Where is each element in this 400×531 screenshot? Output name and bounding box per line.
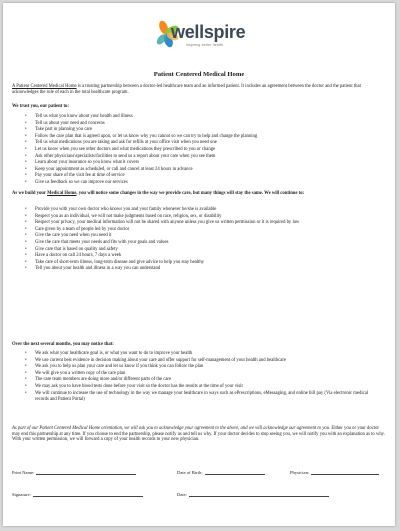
signature-label: Signature: <box>12 492 31 497</box>
wellspire-logo <box>151 17 261 55</box>
physician-field[interactable] <box>290 470 379 475</box>
list-item: • Take part in planning you care <box>25 127 377 134</box>
list-item: • Give the care you need when you need it <box>25 233 377 240</box>
physician-label: Physician: <box>290 470 310 475</box>
document-page <box>3 3 395 526</box>
closing-paragraph <box>12 426 386 443</box>
list-item: • Learn about your insurance so you know what it covers <box>25 160 377 167</box>
section3-list <box>25 351 377 404</box>
section2-heading <box>12 191 386 197</box>
list-item: • Let us know when you see other doctors and what medications they prescribed to you or change <box>25 147 377 154</box>
section3-heading: Over the next several months, you may notice that: <box>12 342 114 347</box>
list-item: • Follow the care plan that is agreed upon, or let us know why you cannot so we can try to help and change the planning <box>25 134 377 141</box>
dob-field[interactable] <box>177 470 265 475</box>
list-item: • Ask other physicians\specialists\facilities to send us a report about your care when you see them <box>25 154 377 161</box>
section2-heading-a: As we build your <box>12 191 48 196</box>
list-item: • Care given by a team of people led by your doctor <box>25 227 377 234</box>
list-item: • We use current best evidence in decision making about your care and offer support for self-management of your health and healthcare <box>25 358 377 365</box>
dob-line[interactable] <box>205 470 265 475</box>
list-item: • Pay your share of the visit fee at time of service <box>25 173 377 180</box>
list-item: • Have a doctor on call 24 hours, 7 days a week <box>25 253 377 260</box>
date-field[interactable] <box>177 492 329 497</box>
section2-heading-b: , you will notice some changes in the way we provide care, but many things will stay the same. We will continue to: <box>76 191 305 196</box>
print-name-field[interactable] <box>12 470 136 475</box>
intro-paragraph <box>12 84 386 95</box>
section1-list <box>25 114 377 187</box>
closing-text: Either you or your doctor may end this partnership at any time. If you choose to end the partnership, please notify us and tell us why. If your doctor decides to stop seeing you, we will notify you with an explanation as to why. With your written permission, we will forward a copy of your health records to your new physician. <box>12 426 385 443</box>
brand-tagline: inspiring better health <box>186 43 224 47</box>
list-item: • Tell us what medications you are taking and ask for refills at your office visit when you need one <box>25 140 377 147</box>
list-item: • Provide you with your own doctor who knows you and your family whenever he/she is available <box>25 207 377 214</box>
list-item: • Give us feedback so we can improve our services <box>25 180 377 187</box>
list-item: • Tell us what you know about your health and illness <box>25 114 377 121</box>
list-item: • Respect your privacy, your medical information will not be shared with anyone unless you give us written permission or it is required by law <box>25 220 377 227</box>
list-item: • Give the care that meets your needs and fits with your goals and values <box>25 240 377 247</box>
page-title: Patient Centered Medical Home <box>153 71 245 78</box>
list-item: • We ask you to help us plan your care and let us know if you think you can follow the plan <box>25 364 377 371</box>
intro-term: A Patient Centered Medical Home <box>12 84 77 89</box>
list-item: • Give care that is based on quality and safety <box>25 247 377 254</box>
physician-line[interactable] <box>311 470 379 475</box>
signature-field[interactable] <box>12 492 143 497</box>
list-item: • Tell us about your need and concerns <box>25 121 377 128</box>
list-item: • We may ask you to have blood tests done before your visit so the doctor has the results at the time of your visit <box>25 384 377 391</box>
medical-home-link: Medical Home <box>47 191 77 196</box>
closing-italic: As part of our Patient Centered Medical Home orientation, we will ask you to acknowledge your agreement to the above, and we will acknowledge our agreement to you. <box>12 426 331 431</box>
list-item: • Respect you as an individual, we will not make judgments based on race, religion, sex, or disability <box>25 214 377 221</box>
list-item: • Keep your appointment as scheduled, or call and cancel at least 24 hours in advance <box>25 167 377 174</box>
list-item: • We will continue to increase the use of technology in the way we manage your healthcare in ways such as ePrescriptions, eMessaging, and online bill pay (Via electronic medical records and Patient Portal) <box>25 391 377 404</box>
list-item: • We will give you a written copy of the care plan <box>25 371 377 378</box>
section1-heading: We trust you, our patient to: <box>12 104 69 109</box>
dob-label: Date of Birth: <box>177 470 203 475</box>
list-item: • Tell you about your health and illness in a way you can understand <box>25 266 377 273</box>
signature-line[interactable] <box>33 492 143 497</box>
list-item: • We ask what your healthcare goal is, or what you want to do to improve your health <box>25 351 377 358</box>
print-name-label: Print Name: <box>12 470 35 475</box>
list-item: • The care team members are doing more and/or different parts of the care <box>25 377 377 384</box>
list-item: • Take care of short-term illness, long-term disease and give advice to help you stay healthy <box>25 260 377 267</box>
intro-text: is a trusting partnership between a doctor-led healthcare team and an informed patient. It includes an agreement between the doctor and the patient that acknowledges the role of each in the total healthcare program. <box>12 84 361 95</box>
print-name-line[interactable] <box>36 470 136 475</box>
date-line[interactable] <box>189 492 329 497</box>
brand-name: wellspire <box>171 22 246 42</box>
section2-list <box>25 207 377 273</box>
date-label: Date: <box>177 492 187 497</box>
